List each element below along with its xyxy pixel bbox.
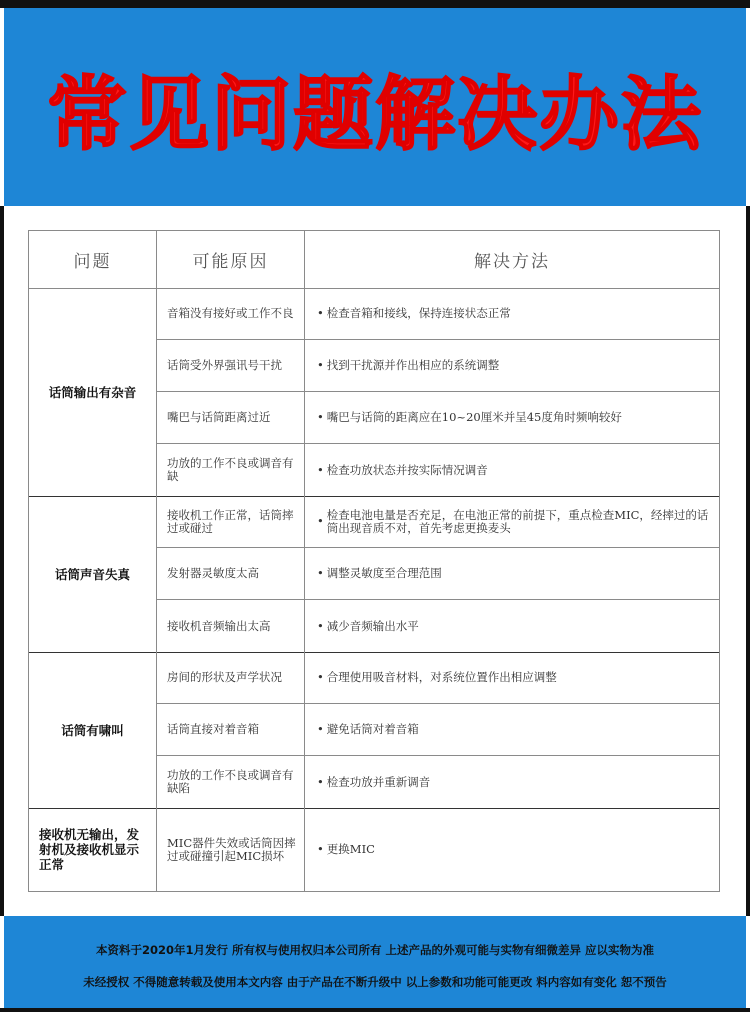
bullet-icon: • <box>317 410 324 424</box>
solution-cell <box>305 340 719 391</box>
cause-cell: 功放的工作不良或调音有缺 <box>157 444 305 496</box>
table-row <box>157 548 719 600</box>
solution-text: 合理使用吸音材料，对系统位置作出相应调整 <box>326 670 557 684</box>
left-border <box>0 206 4 916</box>
table-row <box>157 288 719 340</box>
problem-label: 话筒有啸叫 <box>29 652 157 808</box>
bullet-icon: • <box>317 462 324 477</box>
solution-cell <box>305 808 719 891</box>
bullet-icon: • <box>317 358 324 372</box>
problem-group-noise <box>29 288 719 497</box>
cause-cell: MIC器件失效或话筒因摔过或碰撞引起MIC损坏 <box>157 808 305 891</box>
solution-cell <box>305 496 719 547</box>
header-solution: 解决方法 <box>474 252 550 272</box>
problem-group-no-output <box>29 808 719 891</box>
solution-text: 避免话筒对着音箱 <box>326 722 419 736</box>
table-row <box>157 340 719 392</box>
problem-label: 话筒输出有杂音 <box>29 288 157 496</box>
solution-text: 检查功放状态并按实际情况调音 <box>326 462 488 477</box>
solution-cell <box>305 600 719 652</box>
solution-text: 嘴巴与话筒的距离应在10~20厘米并呈45度角时频响较好 <box>326 410 622 424</box>
table-row <box>157 392 719 444</box>
bullet-icon: • <box>317 842 324 856</box>
table-row <box>157 756 719 808</box>
solution-cell <box>305 288 719 339</box>
cause-cell: 音箱没有接好或工作不良 <box>157 288 305 339</box>
bottom-border <box>0 1008 750 1012</box>
cause-cell: 功放的工作不良或调音有缺陷 <box>157 756 305 808</box>
table-row <box>157 652 719 704</box>
cause-cell: 房间的形状及声学状况 <box>157 652 305 703</box>
solution-cell <box>305 756 719 808</box>
cause-cell: 话筒直接对着音箱 <box>157 704 305 755</box>
bullet-icon: • <box>317 306 324 320</box>
problem-label: 接收机无输出，发射机及接收机显示正常 <box>29 808 157 891</box>
bullet-icon: • <box>317 566 324 580</box>
table-row <box>157 496 719 548</box>
solution-cell <box>305 444 719 496</box>
footer-banner <box>4 916 746 1008</box>
solution-text: 更换MIC <box>326 842 375 856</box>
bullet-icon: • <box>317 514 324 528</box>
top-border <box>0 0 750 8</box>
solution-text: 找到干扰源并作出相应的系统调整 <box>326 358 500 372</box>
table-row <box>157 808 719 891</box>
bullet-icon: • <box>317 774 324 789</box>
table-header-row <box>29 231 719 289</box>
cause-cell: 接收机工作正常，话筒摔过或碰过 <box>157 496 305 547</box>
problem-group-feedback <box>29 652 719 809</box>
footer-line-1: 本资料于2020年1月发行 所有权与使用权归本公司所有 上述产品的外观可能与实物有细微差异 应以实物为准 <box>95 943 654 957</box>
cause-cell: 嘴巴与话筒距离过近 <box>157 392 305 443</box>
bullet-icon: • <box>317 670 324 684</box>
table-row <box>157 444 719 496</box>
header-banner <box>4 8 746 206</box>
solution-cell <box>305 704 719 755</box>
solution-cell <box>305 392 719 443</box>
header-problem: 问题 <box>29 231 157 288</box>
cause-cell: 发射器灵敏度太高 <box>157 548 305 599</box>
solution-text: 检查功放并重新调音 <box>326 774 431 789</box>
solution-text: 检查电池电量是否充足，在电池正常的前提下，重点检查MIC，经摔过的话筒出现音质不对，首先考虑更换麦头 <box>326 507 709 535</box>
right-border <box>746 206 750 916</box>
header-cause: 可能原因 <box>157 231 305 288</box>
table-row <box>157 704 719 756</box>
solution-text: 调整灵敏度至合理范围 <box>326 566 442 580</box>
cause-cell: 话筒受外界强讯号干扰 <box>157 340 305 391</box>
table-row <box>157 600 719 652</box>
problem-group-distortion <box>29 496 719 653</box>
solution-text: 检查音箱和接线，保持连接状态正常 <box>326 306 511 320</box>
page-title: 常见问题解决办法 <box>47 67 703 161</box>
cause-cell: 接收机音频输出太高 <box>157 600 305 652</box>
solution-cell <box>305 548 719 599</box>
solution-text: 减少音频输出水平 <box>326 618 419 633</box>
problem-label: 话筒声音失真 <box>29 496 157 652</box>
faq-table <box>28 230 720 892</box>
footer-line-2: 未经授权 不得随意转载及使用本文内容 由于产品在不断升级中 以上参数和功能可能更改 料内容如有变化 恕不预告 <box>83 975 667 989</box>
bullet-icon: • <box>317 722 324 736</box>
bullet-icon: • <box>317 618 324 633</box>
solution-cell <box>305 652 719 703</box>
